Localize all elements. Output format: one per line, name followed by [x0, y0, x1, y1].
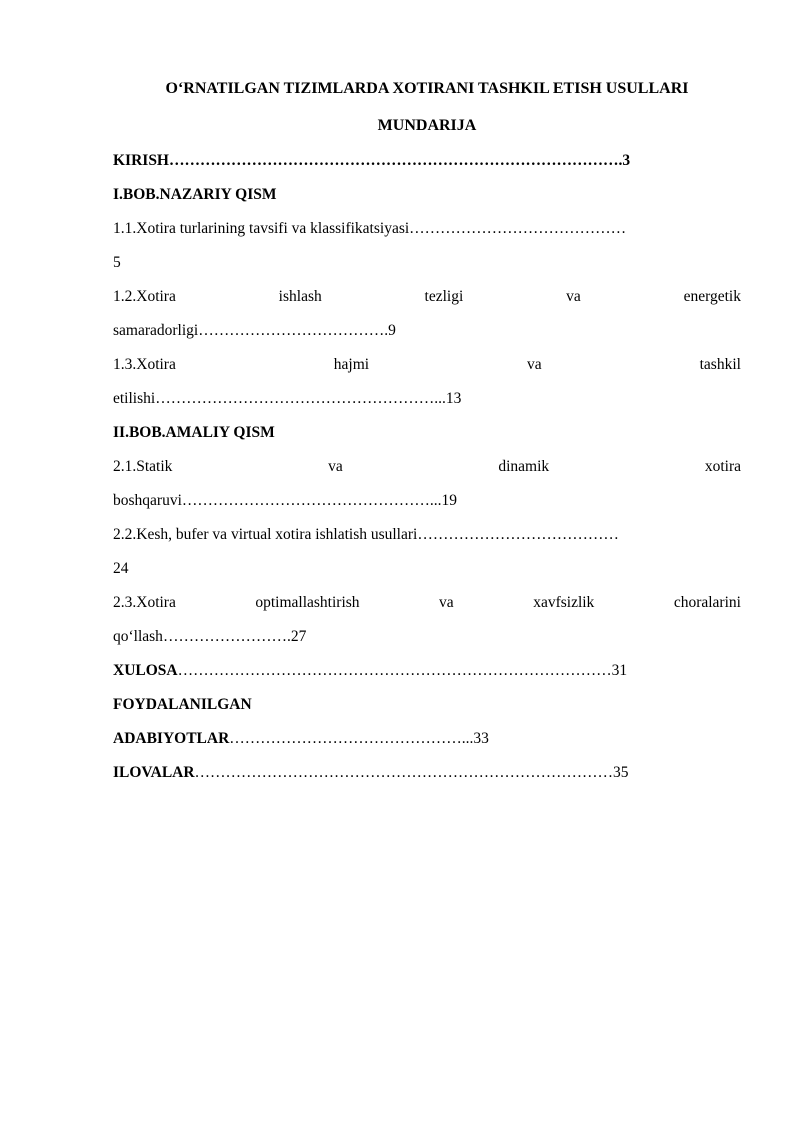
toc-page-number: 24	[113, 560, 129, 577]
toc-entry-2-1-cont[interactable]	[113, 484, 741, 518]
toc-word: va	[328, 458, 343, 475]
toc-entry-1-3[interactable]	[113, 348, 741, 382]
toc-entry-label: boshqaruvi	[113, 492, 182, 509]
toc-entry-2-1[interactable]	[113, 450, 741, 484]
toc-leader: ……………………………….	[198, 322, 389, 339]
toc-entry-foydalanilgan[interactable]	[113, 688, 741, 722]
toc-entry-label: etilishi	[113, 390, 156, 407]
toc-word: hajmi	[333, 356, 370, 373]
toc-page-number: 31	[611, 662, 628, 679]
toc-entry-2-3-cont[interactable]	[113, 620, 741, 654]
toc-page-number: 33	[473, 730, 489, 747]
toc-word: 2.1.Statik	[113, 458, 173, 475]
toc-entry-label: qo‘llash	[113, 628, 163, 645]
toc-word: ishlash	[278, 288, 322, 305]
toc-entry-2-3[interactable]	[113, 586, 741, 620]
toc-word: xavfsizlik	[533, 594, 595, 611]
toc-entry-label: ADABIYOTLAR	[113, 730, 230, 747]
toc-entry-kirish[interactable]	[113, 144, 741, 178]
toc-entry-label: samaradorligi	[113, 322, 199, 339]
document-title: O‘RNATILGAN TIZIMLARDA XOTIRANI TASHKIL ETISH USULLARI	[165, 80, 689, 97]
toc-word: 1.3.Xotira	[113, 356, 176, 373]
toc-entry-adabiyotlar[interactable]	[113, 722, 741, 756]
toc-entry-2-2-page-line	[113, 552, 741, 586]
toc-leader: ………………………………………...	[229, 730, 474, 747]
toc-entry-1-3-cont[interactable]	[113, 382, 741, 416]
toc-page-number: 5	[113, 254, 121, 271]
toc-page-number: 13	[445, 390, 462, 407]
toc-entry-label: 1.1.Xotira turlarining tavsifi va klassifikatsiyasi	[113, 220, 410, 237]
toc-entry-label: FOYDALANILGAN	[113, 696, 252, 713]
toc-entry-xulosa[interactable]	[113, 654, 741, 688]
toc-word: va	[439, 594, 454, 611]
toc-entry-2-2[interactable]	[113, 518, 741, 552]
toc-leader: ………………………………………………………………………	[194, 764, 614, 781]
toc-word: choralarini	[673, 594, 741, 611]
document-page	[113, 70, 741, 790]
toc-word: tezligi	[424, 288, 464, 305]
toc-word: energetik	[683, 288, 741, 305]
toc-leader: …………………………………………...	[181, 492, 442, 509]
toc-entry-label: KIRISH	[113, 152, 169, 169]
toc-word: va	[527, 356, 542, 373]
toc-page-number: 27	[290, 628, 307, 645]
toc-entry-label: ILOVALAR	[113, 764, 195, 781]
toc-entry-1-2-cont[interactable]	[113, 314, 741, 348]
toc-leader: …………………….	[162, 628, 291, 645]
toc-word: 2.3.Xotira	[113, 594, 176, 611]
toc-chapter-2[interactable]	[113, 416, 741, 450]
toc-page-number: 3	[622, 152, 631, 169]
toc-heading: MUNDARIJA	[377, 117, 477, 134]
toc-word: 1.2.Xotira	[113, 288, 176, 305]
toc-entry-1-2[interactable]	[113, 280, 741, 314]
toc-entry-label: 2.2.Kesh, bufer va virtual xotira ishlatish usullari	[113, 526, 418, 543]
toc-page-number: 9	[388, 322, 396, 339]
toc-word: tashkil	[699, 356, 741, 373]
toc-chapter-label: II.BOB.AMALIY QISM	[113, 424, 275, 441]
toc-word: xotira	[704, 458, 741, 475]
toc-entry-1-1-page-line	[113, 246, 741, 280]
toc-leader: ………………………………………………...	[155, 390, 446, 407]
toc-page-number: 19	[441, 492, 458, 509]
toc-page-number: 35	[613, 764, 629, 781]
toc-chapter-1[interactable]	[113, 178, 741, 212]
toc-word: optimallashtirish	[255, 594, 360, 611]
toc-entry-label: XULOSA	[113, 662, 178, 679]
toc-leader: ……………………………………	[409, 220, 627, 237]
toc-word: va	[566, 288, 581, 305]
toc-word: dinamik	[498, 458, 550, 475]
toc-leader: …………………………………………………………………………….	[169, 152, 623, 169]
toc-chapter-label: I.BOB.NAZARIY QISM	[113, 186, 277, 203]
toc-entry-ilovalar[interactable]	[113, 756, 741, 790]
toc-entry-1-1[interactable]	[113, 212, 741, 246]
toc-leader: …………………………………	[417, 526, 619, 543]
toc-leader: …………………………………………………………………………	[177, 662, 612, 679]
